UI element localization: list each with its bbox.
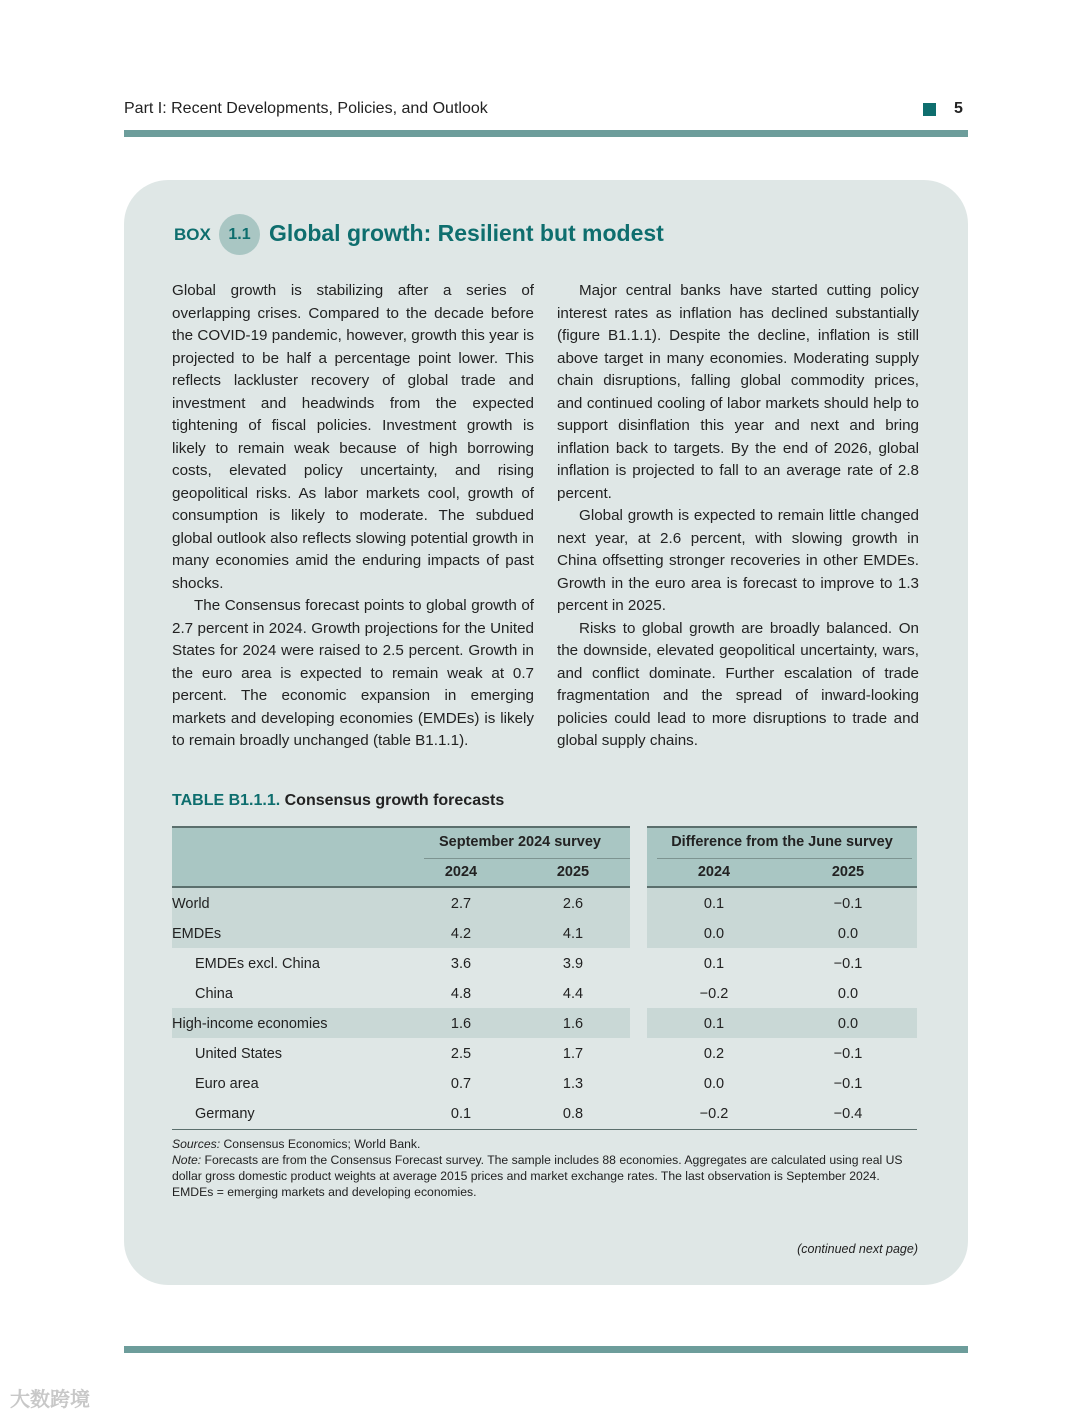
note-line — [172, 1152, 917, 1200]
table-top-rule — [647, 826, 917, 828]
table-title — [172, 792, 504, 810]
sources-label: Sources: — [172, 1137, 221, 1151]
table-cell: 1.6 — [562, 1016, 584, 1032]
note-label: Note: — [172, 1153, 202, 1167]
table-cell: 4.2 — [450, 926, 472, 942]
sources-text: Consensus Economics; World Bank. — [223, 1137, 421, 1151]
table-row-label: World — [172, 896, 210, 912]
header-rule — [124, 130, 968, 137]
table-cell: 3.9 — [562, 956, 584, 972]
year-header: 2025 — [831, 864, 865, 880]
box-number-badge: 1.1 — [219, 214, 260, 255]
table-cell: 0.1 — [703, 1016, 725, 1032]
paragraph: Global growth is expected to remain little changed next year, at 2.6 percent, with slowing growth in China offsetting stronger recoveries in other EMDEs. Growth in the euro area is forecast to improve to 1.3 percent in 2025. — [557, 507, 919, 614]
year-header: 2024 — [444, 864, 478, 880]
year-header: 2024 — [697, 864, 731, 880]
continued-note: (continued next page) — [797, 1242, 918, 1256]
paragraph: Global growth is stabilizing after a series of overlapping crises. Compared to the decade before the COVID-19 pandemic, however, growth this year is projected to be half a percentage point lower. This reflects lackluster recovery of global trade and investment and headwinds from the expected tightening of fiscal policies. Investment growth is likely to remain weak because of high borrowing costs, elevated policy uncertainty, and rising geopolitical risks. As labor markets cool, growth of consumption is likely to moderate. The subdued global outlook also reflects slowing potential growth in many economies amid the enduring impacts of past shocks. — [172, 282, 534, 592]
group-header-difference: Difference from the June survey — [671, 834, 893, 850]
table-title-text: Consensus growth forecasts — [284, 792, 505, 809]
watermark: 大数跨境 — [10, 1389, 90, 1411]
year-header: 2025 — [556, 864, 590, 880]
table-notes — [172, 1136, 917, 1200]
table-cell: 0.0 — [837, 926, 859, 942]
table-cell: −0.2 — [699, 1106, 729, 1122]
paragraph: Major central banks have started cutting policy interest rates as inflation has declined substantially (figure B1.1.1). Despite the decline, inflation is still above target in many economies. Moderating supply chain disruptions, falling global commodity prices, and continued cooling of labor markets should help to support disinflation this year and next and bring inflation back to targets. By the end of 2026, global inflation is projected to fall to an average rate of 2.8 percent. — [557, 282, 919, 502]
table-cell: −0.1 — [833, 1076, 863, 1092]
table-cell: 0.0 — [703, 926, 725, 942]
table-cell: 1.7 — [562, 1046, 584, 1062]
table-cell: −0.1 — [833, 896, 863, 912]
running-header: Part I: Recent Developments, Policies, and Outlook — [124, 100, 488, 117]
table-cell: 4.1 — [562, 926, 584, 942]
page-number: 5 — [954, 100, 963, 117]
box-label: BOX — [174, 225, 211, 244]
table-cell: 1.6 — [450, 1016, 472, 1032]
footer-rule — [124, 1346, 968, 1353]
table-cell: 2.7 — [450, 896, 472, 912]
table-cell: 0.0 — [703, 1076, 725, 1092]
forecast-table — [172, 826, 917, 1131]
group-underline — [424, 858, 630, 859]
table-cell: 0.1 — [703, 896, 725, 912]
table-cell: 4.4 — [562, 986, 584, 1002]
sources-line — [172, 1136, 917, 1152]
table-cell: 0.2 — [703, 1046, 725, 1062]
table-top-rule — [172, 826, 630, 828]
table-cell: 2.5 — [450, 1046, 472, 1062]
table-cell: 0.1 — [703, 956, 725, 972]
table-cell: 1.3 — [562, 1076, 584, 1092]
right-text-column — [557, 280, 919, 753]
box-title: Global growth: Resilient but modest — [269, 220, 664, 246]
table-cell: −0.1 — [833, 956, 863, 972]
table-cell: 0.0 — [837, 1016, 859, 1032]
table-bottom-rule — [172, 1129, 917, 1130]
table-row-label: China — [195, 986, 233, 1002]
left-text-column — [172, 280, 534, 753]
table-cell: −0.1 — [833, 1046, 863, 1062]
table-cell: 0.8 — [562, 1106, 584, 1122]
table-cell: −0.4 — [833, 1106, 863, 1122]
table-label: TABLE B1.1.1. — [172, 792, 281, 809]
paragraph: The Consensus forecast points to global growth of 2.7 percent in 2024. Growth projections for the United States for 2024 were raised to 2.5 percent. Growth in the euro area is expected to remain weak at 0.7 percent. The economic expansion in emerging markets and developing economies (EMDEs) is likely to remain broadly unchanged (table B1.1.1). — [172, 597, 534, 749]
table-cell: 4.8 — [450, 986, 472, 1002]
group-underline — [657, 858, 912, 859]
table-row-label: Euro area — [195, 1076, 259, 1092]
paragraph: Risks to global growth are broadly balanced. On the downside, elevated geopolitical uncertainty, wars, and conflict dominate. Further escalation of trade fragmentation and the spread of inward-looking policies could lead to more disruptions to trade and global supply chains. — [557, 619, 919, 749]
table-row-label: EMDEs excl. China — [195, 956, 320, 972]
table-cell: 0.7 — [450, 1076, 472, 1092]
header-square-marker — [923, 103, 936, 116]
table-row-label: EMDEs — [172, 926, 222, 942]
group-header-september: September 2024 survey — [438, 834, 601, 850]
table-row-label: Germany — [195, 1106, 255, 1122]
note-text: Forecasts are from the Consensus Forecast survey. The sample includes 88 economies. Aggregates are calculated using real US dollar gross domestic product weights at average 2015 prices and market exchange rates. The last observation is September 2024. EMDEs = emerging markets and developing economies. — [172, 1153, 903, 1199]
table-cell: −0.2 — [699, 986, 729, 1002]
table-cell: 0.0 — [837, 986, 859, 1002]
table-cell: 0.1 — [450, 1106, 472, 1122]
table-row-label: High-income economies — [172, 1016, 328, 1032]
table-cell: 3.6 — [450, 956, 472, 972]
table-cell: 2.6 — [562, 896, 584, 912]
table-row-label: United States — [195, 1046, 283, 1062]
